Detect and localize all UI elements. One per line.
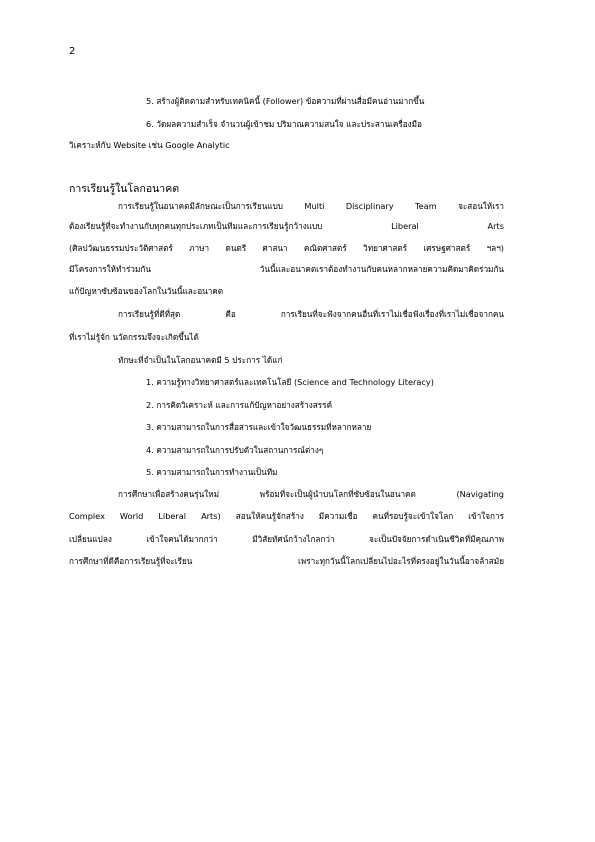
skills-intro: ทักษะที่จำเป็นในโลกอนาคตมี 5 ประการ ได้แก่ bbox=[118, 355, 283, 365]
section-heading: การเรียนรู้ในโลกอนาคต bbox=[69, 183, 180, 195]
list-item: 6. วัดผลความสำเร็จ จำนวนผู้เข้าชม ปริมาณความสนใจ และประสานเครื่องมือ bbox=[146, 119, 422, 129]
page-number: 2 bbox=[69, 46, 76, 57]
paragraph-line: ต้องเรียนรู้ที่จะทำงานกับทุกคนทุกประเภทเป็นทีมและการเรียนรู้กว้างแบบ Liberal Arts bbox=[69, 221, 504, 231]
paragraph-line: (ศิลปวัฒนธรรมประวัติศาสตร์ ภาษา ดนตรี ศาสนา คณิตศาสตร์ วิทยาศาสตร์ เศรษฐศาสตร์ ฯลฯ) bbox=[69, 243, 504, 253]
skill-item: 4. ความสามารถในการปรับตัวในสถานการณ์ต่างๆ bbox=[146, 445, 324, 455]
paragraph-line: มีโครงการให้ทำร่วมกัน วันนี้และอนาคตเราต้องทำงานกับคนหลากหลายความคิดมาคิดร่วมกัน bbox=[69, 264, 504, 274]
paragraph-line: Complex World Liberal Arts) สอนให้คนรู้จักสร้าง มีความเชื่อ คนที่รอบรู้จะเข้าใจโลก เข้าใจการ bbox=[69, 511, 504, 521]
skill-item: 5. ความสามารถในการทำงานเป็นทีม bbox=[146, 467, 278, 477]
list-item: 5. สร้างผู้ติดตามสำหรับเทคนิคนี้ (Follower) ข้อความที่ผ่านสื่อมีคนอ่านมากขึ้น bbox=[146, 96, 425, 106]
paragraph-line: เปลี่ยนแปลง เข้าใจคนได้มากกว่า มีวิสัยทัศน์กว้างไกลกว่า จะเป็นปัจจัยการดำเนินชีวิตที่มีคุณภาพ bbox=[69, 534, 504, 544]
skill-item: 2. การคิดวิเคราะห์ และการแก้ปัญหาอย่างสร้างสรรค์ bbox=[146, 400, 333, 410]
list-item-continuation: วิเคราะห์กับ Website เช่น Google Analytic bbox=[69, 140, 230, 150]
paragraph-line: การศึกษาเพื่อสร้างคนรุ่นใหม่ พร้อมที่จะเป็นผู้นำบนโลกที่ซับซ้อนในอนาคต (Navigating bbox=[118, 489, 504, 499]
paragraph-line: ที่เราไม่รู้จัก นวัตกรรมจึงจะเกิดขึ้นได้ bbox=[69, 332, 199, 342]
skill-item: 1. ความรู้ทางวิทยาศาสตร์และเทคโนโลยี (Science and Technology Literacy) bbox=[146, 377, 434, 387]
paragraph-line: แก้ปัญหาซับซ้อนของโลกในวันนี้และอนาคต bbox=[69, 286, 224, 296]
paragraph-line: การเรียนรู้ที่ดีที่สุด คือ การเรียนที่จะฟังจากคนอื่นที่เราไม่เชื่อฟังเรื่องที่เราไม่เชื่อจากคน bbox=[118, 309, 504, 319]
paragraph-line: การศึกษาที่ดีคือการเรียนรู้ที่จะเรียน เพราะทุกวันนี้โลกเปลี่ยนไปอะไรที่ตรงอยู่ในวันนี้อาจล้าสมัย bbox=[69, 556, 504, 566]
paragraph-line: การเรียนรู้ในอนาคตมีลักษณะเป็นการเรียนแบบ Multi Disciplinary Team จะสอนให้เรา bbox=[118, 201, 504, 211]
skill-item: 3. ความสามารถในการสื่อสารและเข้าใจวัฒนธรรมที่หลากหลาย bbox=[146, 422, 372, 432]
